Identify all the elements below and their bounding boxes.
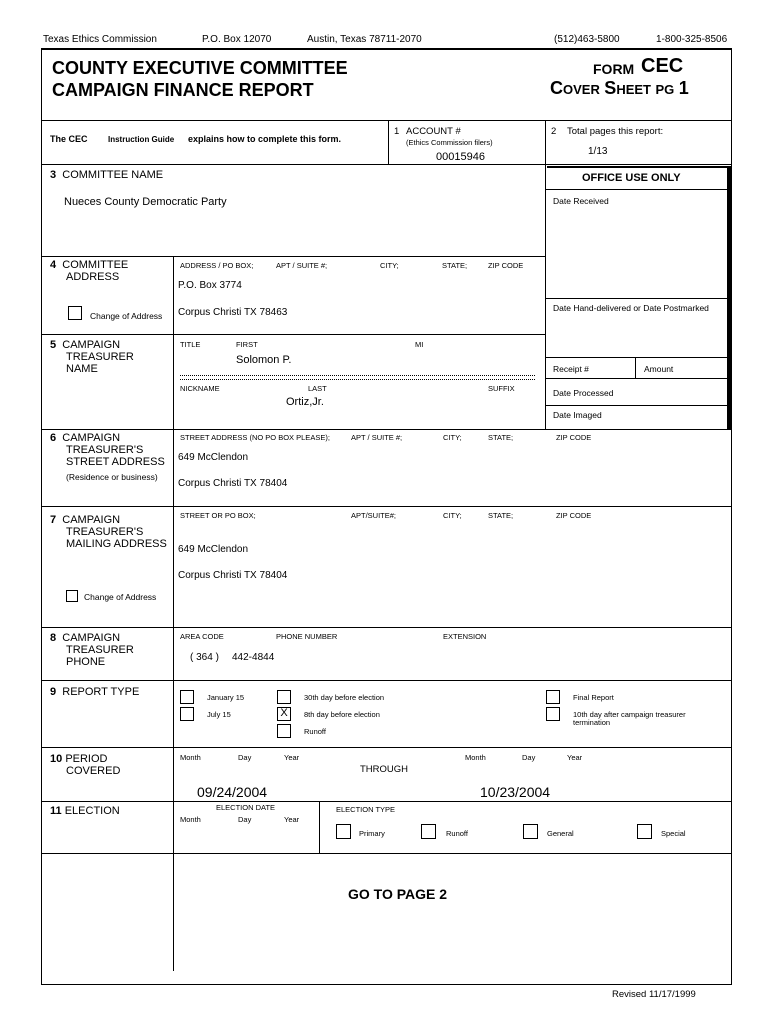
agency-tollfree: 1-800-325-8506 — [656, 34, 728, 45]
account-value[interactable]: 00015946 — [436, 151, 485, 163]
account-sub: (Ethics Commission filers) — [406, 138, 493, 147]
office-imaged: Date Imaged — [553, 410, 602, 420]
s6-label3: STREET ADDRESS — [66, 456, 165, 468]
s5-h-suffix: SUFFIX — [488, 384, 515, 393]
frame-right — [731, 48, 732, 984]
office-receipt-divider — [635, 357, 636, 378]
agency-city: Austin, Texas 78711-2070 — [307, 34, 422, 45]
s4-change-label: Change of Address — [90, 311, 163, 321]
s8-num: 8 — [50, 632, 57, 644]
sheet-initial: S — [604, 78, 617, 98]
office-box-left — [545, 164, 546, 429]
pg-number: 1 — [678, 78, 689, 98]
s6-top-line — [41, 429, 732, 430]
s8-label — [50, 632, 120, 644]
s10-num: 10 — [50, 753, 63, 765]
s5-dotted-bottom — [180, 379, 535, 380]
s5-h-nick: NICKNAME — [180, 384, 220, 393]
cover-sheet-title — [550, 78, 689, 99]
s5-label — [50, 339, 120, 351]
s11-day: Day — [238, 815, 252, 824]
s4-h-city: CITY; — [380, 261, 399, 270]
goto-page-2: GO TO PAGE 2 — [348, 886, 448, 902]
s7-h-state: STATE; — [488, 511, 514, 520]
account-box-bottom — [388, 164, 545, 165]
s7-h-street: STREET OR PO BOX; — [180, 511, 256, 520]
s11-primary-checkbox[interactable] — [336, 824, 351, 839]
office-title: OFFICE USE ONLY — [582, 172, 681, 184]
label-column-divider — [173, 256, 174, 971]
office-amount: Amount — [644, 364, 674, 374]
s8-area-code[interactable]: ( 364 ) — [190, 652, 219, 663]
s10-from-year: Year — [284, 753, 300, 762]
office-hand-delivered: Date Hand-delivered or Date Postmarked — [553, 303, 709, 313]
s9-final-label: Final Report — [573, 693, 614, 702]
s6-label — [50, 432, 120, 444]
s10-through: THROUGH — [360, 764, 409, 775]
s7-mailing-line2[interactable]: Corpus Christi TX 78404 — [178, 570, 288, 581]
s9-day30-label: 30th day before election — [304, 693, 385, 702]
s7-label1: CAMPAIGN — [62, 514, 121, 526]
s9-label — [50, 686, 139, 698]
s11-top-line — [41, 801, 732, 802]
office-title-line — [545, 189, 728, 190]
s9-final-checkbox[interactable] — [546, 690, 560, 704]
s7-label2: TREASURER'S — [66, 526, 144, 538]
s10-top-line — [41, 747, 732, 748]
s6-h-zip: ZIP CODE — [556, 433, 592, 442]
frame-top — [41, 48, 732, 50]
s6-h-street: STREET ADDRESS (NO PO BOX PLEASE); — [180, 433, 330, 442]
s11-primary-label: Primary — [359, 829, 385, 838]
s11-year: Year — [284, 815, 300, 824]
frame-bottom — [41, 984, 732, 985]
s10-label — [50, 753, 108, 765]
s11-label — [50, 805, 120, 817]
s11-runoff-checkbox[interactable] — [421, 824, 436, 839]
s9-title: REPORT TYPE — [62, 686, 140, 698]
pages-num: 2 — [551, 126, 557, 137]
s3-committee-name[interactable]: Nueces County Democratic Party — [64, 196, 227, 208]
s4-num: 4 — [50, 259, 57, 271]
office-line-3 — [545, 378, 728, 379]
s4-change-checkbox[interactable] — [68, 306, 82, 320]
s10-to-month: Month — [465, 753, 486, 762]
s6-street-line1[interactable]: 649 McClendon — [178, 452, 249, 463]
s8-phone-number[interactable]: 442-4844 — [232, 652, 275, 663]
account-box-left — [388, 120, 389, 164]
s5-label2: TREASURER — [66, 351, 134, 363]
s11-h-type: ELECTION TYPE — [336, 805, 396, 814]
s6-label2: TREASURER'S — [66, 444, 144, 456]
s11-special-checkbox[interactable] — [637, 824, 652, 839]
s8-h-area: AREA CODE — [180, 632, 224, 641]
s9-termination-label2: termination — [573, 718, 611, 727]
s7-h-zip: ZIP CODE — [556, 511, 592, 520]
s9-num: 9 — [50, 686, 57, 698]
s3-num: 3 — [50, 169, 57, 181]
s5-dotted-top — [180, 375, 535, 376]
s9-day8-checkbox[interactable]: X — [277, 707, 291, 721]
s7-top-line — [41, 506, 732, 507]
s4-address-line1[interactable]: P.O. Box 3774 — [178, 280, 242, 291]
pages-box-left — [545, 120, 546, 164]
s11-h-date: ELECTION DATE — [216, 803, 276, 812]
s5-h-last: LAST — [308, 384, 327, 393]
s11-runoff-label: Runoff — [446, 829, 468, 838]
s4-top-line — [41, 256, 545, 257]
office-processed: Date Processed — [553, 388, 614, 398]
pages-label: Total pages this report: — [567, 126, 664, 137]
s9-day30-checkbox[interactable] — [277, 690, 291, 704]
s5-label3: NAME — [66, 363, 98, 375]
sheet-rest: HEET — [616, 82, 651, 97]
s7-change-label: Change of Address — [84, 592, 157, 602]
s9-termination-label1: 10th day after campaign treasurer — [573, 710, 686, 719]
s9-day8-label: 8th day before election — [304, 710, 380, 719]
s10-to-day: Day — [522, 753, 536, 762]
s4-label1: COMMITTEE — [62, 259, 129, 271]
s5-h-title: TITLE — [180, 340, 201, 349]
s10-from-day: Day — [238, 753, 252, 762]
office-line-4 — [545, 405, 728, 406]
s7-mailing-line1[interactable]: 649 McClendon — [178, 544, 249, 555]
agency-pobox: P.O. Box 12070 — [202, 34, 272, 45]
s9-runoff-checkbox[interactable] — [277, 724, 291, 738]
account-label: ACCOUNT # — [406, 126, 461, 137]
form-code: CEC — [641, 55, 684, 77]
s11-num: 11 — [50, 805, 62, 817]
s8-h-ext: EXTENSION — [443, 632, 487, 641]
s6-h-apt: APT / SUITE #; — [351, 433, 403, 442]
frame-left — [41, 48, 42, 984]
s5-h-first: FIRST — [236, 340, 258, 349]
s7-num: 7 — [50, 514, 57, 526]
office-date-received: Date Received — [553, 196, 609, 206]
s6-h-city: CITY; — [443, 433, 462, 442]
intro-explains: explains how to complete this form. — [188, 134, 342, 144]
s5-h-mi: MI — [415, 340, 424, 349]
s6-label4: (Residence or business) — [66, 472, 158, 482]
agency-phone: (512)463-5800 — [554, 34, 620, 45]
s4-label — [50, 259, 128, 271]
s11-date-divider — [319, 801, 320, 853]
s11-general-label: General — [547, 829, 574, 838]
s4-h-addr: ADDRESS / PO BOX; — [180, 261, 254, 270]
s6-num: 6 — [50, 432, 57, 444]
office-line-2 — [545, 357, 728, 358]
s5-first-name[interactable]: Solomon P. — [236, 354, 292, 366]
s6-h-state: STATE; — [488, 433, 514, 442]
s10-from-month: Month — [180, 753, 201, 762]
s6-label1: CAMPAIGN — [62, 432, 121, 444]
s11-special-label: Special — [661, 829, 686, 838]
s9-jul15-checkbox[interactable] — [180, 707, 194, 721]
s3-label — [50, 169, 163, 181]
s5-label1: CAMPAIGN — [62, 339, 121, 351]
s7-label3: MAILING ADDRESS — [66, 538, 167, 550]
s11-general-checkbox[interactable] — [523, 824, 538, 839]
s4-label2: ADDRESS — [66, 271, 120, 283]
pages-value[interactable]: 1/13 — [588, 146, 608, 157]
s4-h-apt: APT / SUITE #; — [276, 261, 328, 270]
s10-from-date[interactable]: 09/24/2004 — [197, 784, 268, 800]
s5-top-line — [41, 334, 545, 335]
s8-h-phone: PHONE NUMBER — [276, 632, 338, 641]
s8-top-line — [41, 627, 732, 628]
s8-label3: PHONE — [66, 656, 106, 668]
office-box-top — [545, 164, 731, 165]
s8-label2: TREASURER — [66, 644, 134, 656]
agency-name: Texas Ethics Commission — [43, 34, 157, 45]
s8-label1: CAMPAIGN — [62, 632, 121, 644]
s10-label1: PERIOD — [65, 753, 108, 765]
s9-jan15-checkbox[interactable] — [180, 690, 194, 704]
s9-runoff-label: Runoff — [304, 727, 326, 736]
intro-the-cec: The CEC — [50, 134, 88, 144]
s4-address-line2[interactable]: Corpus Christi TX 78463 — [178, 307, 288, 318]
pg-word: PG — [655, 82, 675, 97]
form-word: FORM — [593, 61, 635, 77]
s9-jan15-label: January 15 — [207, 693, 245, 702]
s10-to-date[interactable]: 10/23/2004 — [480, 784, 551, 800]
office-receipt: Receipt # — [553, 364, 589, 374]
cover-rest: OVER — [563, 82, 600, 97]
s5-last-name[interactable]: Ortiz,Jr. — [286, 396, 324, 408]
line-under-title — [41, 120, 732, 121]
title-line1: COUNTY EXECUTIVE COMMITTEE — [52, 58, 348, 78]
s3-title: COMMITTEE NAME — [62, 169, 164, 181]
s10-label2: COVERED — [66, 765, 121, 777]
s7-h-city: CITY; — [443, 511, 462, 520]
title-line2: CAMPAIGN FINANCE REPORT — [52, 80, 314, 100]
s3-top-line — [41, 164, 388, 165]
s9-termination-checkbox[interactable] — [546, 707, 560, 721]
cover-initial: C — [550, 78, 563, 98]
account-num: 1 — [394, 126, 400, 137]
s4-h-state: STATE; — [442, 261, 468, 270]
s7-label — [50, 514, 120, 526]
s10-to-year: Year — [567, 753, 583, 762]
office-line-1 — [545, 298, 728, 299]
intro-guide: Instruction Guide — [108, 135, 175, 144]
revised-date: Revised 11/17/1999 — [612, 989, 696, 1000]
s5-num: 5 — [50, 339, 57, 351]
s6-street-line2[interactable]: Corpus Christi TX 78404 — [178, 478, 288, 489]
s9-jul15-label: July 15 — [207, 710, 231, 719]
office-box-shadow-top — [547, 166, 731, 168]
s7-h-apt: APT/SUITE#; — [351, 511, 397, 520]
s4-h-zip: ZIP CODE — [488, 261, 524, 270]
s7-change-checkbox[interactable] — [66, 590, 78, 602]
s11-bottom-line — [41, 853, 732, 854]
s11-month: Month — [180, 815, 201, 824]
s9-top-line — [41, 680, 732, 681]
s11-title: ELECTION — [64, 805, 120, 817]
